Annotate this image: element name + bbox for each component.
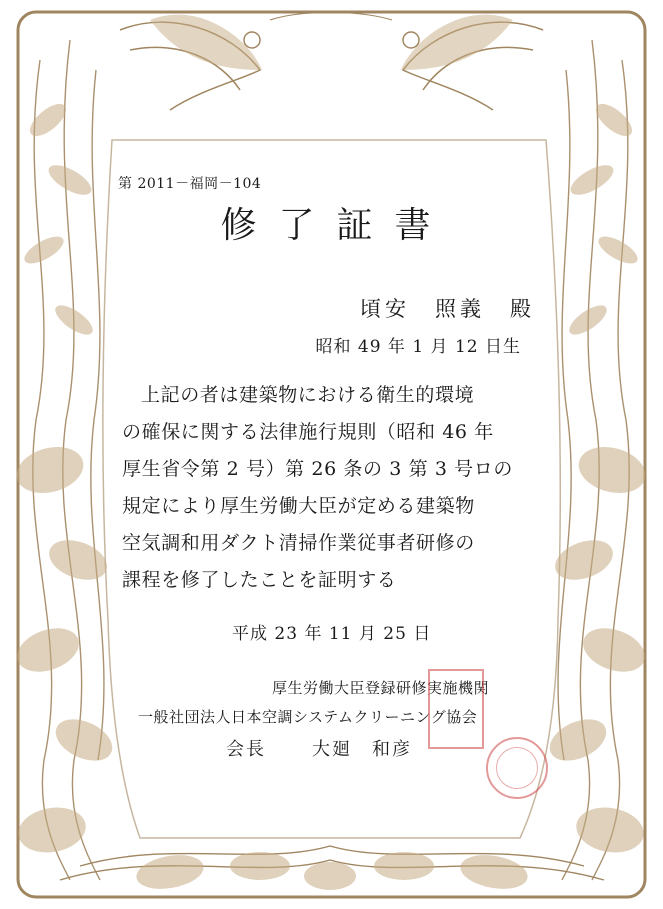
organization-designation: 厚生労働大臣登録研修実施機関 (272, 679, 490, 697)
certificate-body (122, 377, 552, 599)
organization-name: 一般社団法人日本空調システムクリーニング協会 (138, 708, 478, 726)
certificate-number: 第 2011－福岡－104 (118, 176, 262, 192)
organization-seal-stamp (428, 669, 484, 749)
signer-name: 大廻 和彦 (312, 739, 412, 760)
certificate-title: 修了証書 (220, 205, 453, 246)
signer-role: 会長 (226, 739, 266, 760)
body-line: 空気調和用ダクト清掃作業従事者研修の (122, 532, 475, 554)
body-line: 厚生省令第 2 号）第 26 条の 3 第 3 号ロの (122, 458, 513, 480)
body-line: 課程を修了したことを証明する (122, 569, 397, 591)
body-line: 上記の者は建築物における衛生的環境 (141, 384, 475, 406)
body-line: の確保に関する法律施行規則（昭和 46 年 (122, 421, 494, 443)
body-line: 規定により厚生労働大臣が定める建築物 (122, 495, 475, 517)
recipient-name: 頃安 照義 殿 (360, 297, 535, 321)
recipient-birthdate: 昭和 49 年 1 月 12 日生 (315, 337, 521, 357)
issue-date: 平成 23 年 11 月 25 日 (232, 624, 432, 644)
round-seal-stamp (486, 737, 548, 799)
signer (226, 735, 412, 761)
